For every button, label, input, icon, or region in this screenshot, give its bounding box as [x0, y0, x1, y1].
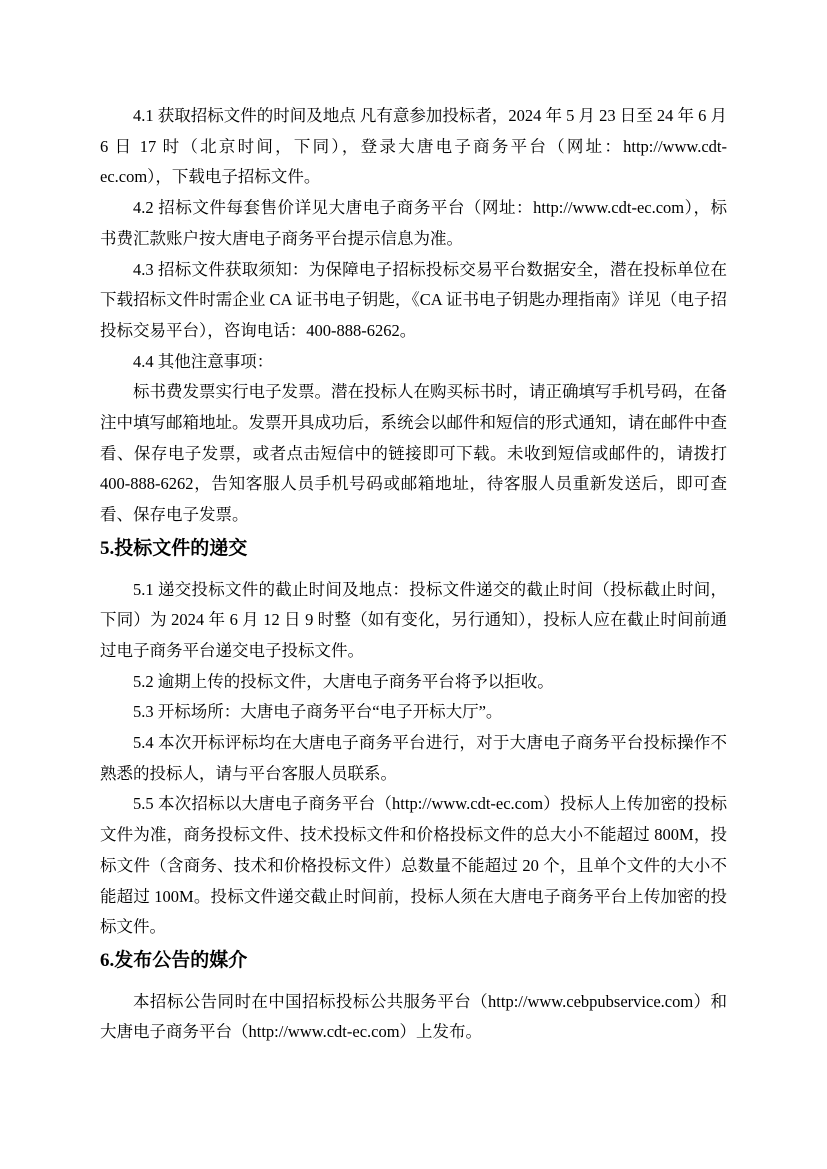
- paragraph-5-2: 5.2 逾期上传的投标文件，大唐电子商务平台将予以拒收。: [133, 671, 554, 691]
- paragraph-6-body: 本招标公告同时在中国招标投标公共服务平台（http://www.cebpubservice.com）和大唐电子商务平台（http://www.cdt-ec.com）上发布。: [100, 991, 727, 1042]
- section-heading-6: 6.发布公告的媒介: [100, 949, 248, 971]
- paragraph-4-3: 4.3 招标文件获取须知：为保障电子招标投标交易平台数据安全，潜在投标单位在下载招标文件时需企业 CA 证书电子钥匙，《CA 证书电子钥匙办理指南》详见（电子招投标交易平台），咨询电话：400-888-6262。: [100, 259, 727, 340]
- paragraph-4-1: 4.1 获取招标文件的时间及地点 凡有意参加投标者，2024 年 5 月 23 日至 24 年 6 月 6 日 17 时（北京时间，下同），登录大唐电子商务平台（网址：http://www.cdt-ec.com），下载电子招标文件。: [100, 106, 727, 187]
- paragraph-5-3: 5.3 开标场所：大唐电子商务平台“电子开标大厅”。: [133, 702, 503, 722]
- paragraph-4-4-detail: 标书费发票实行电子发票。潜在投标人在购买标书时，请正确填写手机号码，在备注中填写邮箱地址。发票开具成功后，系统会以邮件和短信的形式通知，请在邮件中查看、保存电子发票，或者点击短信中的链接即可下载。未收到短信或邮件的，请拨打 400-888-6262，告知客服人员手机号码或邮箱地址，待客服人员重新发送后，即可查看、保存电子发票。: [100, 382, 727, 525]
- paragraph-4-4: 4.4 其他注意事项：: [133, 351, 274, 371]
- section-heading-5: 5.投标文件的递交: [100, 537, 248, 559]
- paragraph-4-2: 4.2 招标文件每套售价详见大唐电子商务平台（网址：http://www.cdt-ec.com），标书费汇款账户按大唐电子商务平台提示信息为准。: [100, 198, 727, 248]
- paragraph-5-4: 5.4 本次开标评标均在大唐电子商务平台进行，对于大唐电子商务平台投标操作不熟悉的投标人，请与平台客服人员联系。: [100, 733, 727, 783]
- paragraph-5-1: 5.1 递交投标文件的截止时间及地点：投标文件递交的截止时间（投标截止时间，下同）为 2024 年 6 月 12 日 9 时整（如有变化，另行通知），投标人应在截止时间前通过电子商务平台递交电子投标文件。: [100, 579, 727, 660]
- paragraph-5-5: 5.5 本次招标以大唐电子商务平台（http://www.cdt-ec.com）投标人上传加密的投标文件为准，商务投标文件、技术投标文件和价格投标文件的总大小不能超过 800M，投标文件（含商务、技术和价格投标文件）总数量不能超过 20 个，且单个文件的大小不能超过 100M。投标文件递交截止时间前，投标人须在大唐电子商务平台上传加密的投标文件。: [100, 794, 727, 937]
